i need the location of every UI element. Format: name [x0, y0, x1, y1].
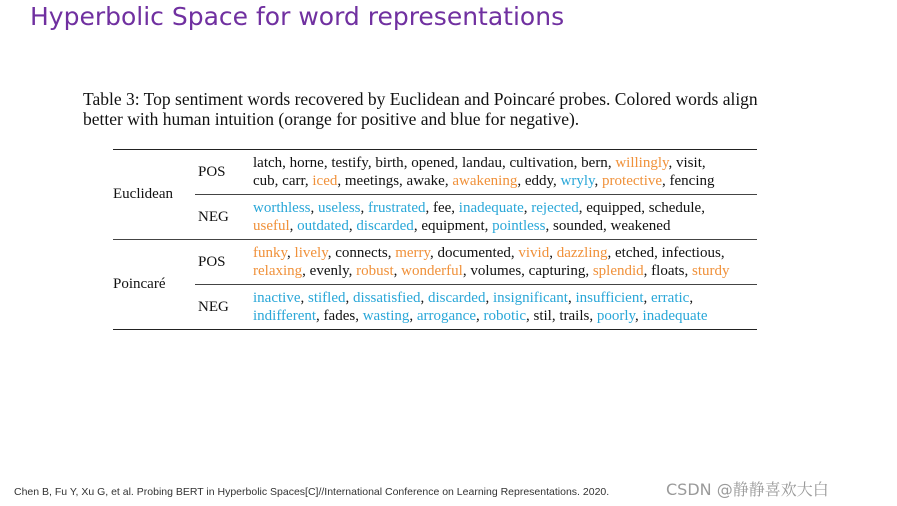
table-row	[195, 284, 757, 329]
sentiment-word: useful	[253, 218, 290, 234]
sentiment-word: vivid	[518, 245, 550, 261]
sentiment-word: funky	[253, 245, 288, 261]
sentiment-word: lively	[294, 245, 328, 261]
sentiment-word: fencing	[669, 173, 715, 189]
word-line: cub, carr, iced, meetings, awake, awakening, eddy, wryly, protective, fencing	[253, 173, 715, 189]
sentiment-word: eddy	[524, 173, 554, 189]
caption-line: Table 3: Top sentiment words recovered by Euclidean and Poincaré probes. Colored words align	[83, 89, 758, 109]
word-line: relaxing, evenly, robust, wonderful, volumes, capturing, splendid, floats, sturdy	[253, 263, 730, 279]
polarity-label: POS	[198, 253, 226, 270]
word-list	[253, 199, 758, 235]
word-list	[253, 154, 758, 190]
sentiment-word: cultivation	[509, 155, 574, 171]
sentiment-word: discarded	[427, 290, 486, 306]
sentiment-word: visit	[676, 155, 702, 171]
sentiment-word: insufficient	[575, 290, 644, 306]
sentiment-word: worthless	[253, 200, 311, 216]
sentiment-word: merry	[395, 245, 431, 261]
sentiment-word: opened	[411, 155, 455, 171]
word-line: inactive, stifled, dissatisfied, discarded, insignificant, insufficient, erratic,	[253, 290, 694, 306]
sentiment-word: stifled	[307, 290, 346, 306]
sentiment-word: inadequate	[458, 200, 524, 216]
sentiment-word: equipped	[586, 200, 642, 216]
table-group-poincare	[113, 239, 757, 329]
sentiment-word: cub	[253, 173, 275, 189]
sentiment-word: frustrated	[368, 200, 426, 216]
watermark: CSDN @静静喜欢大白	[666, 480, 829, 499]
sentiment-word: inadequate	[642, 308, 708, 324]
slide-title: Hyperbolic Space for word representations	[30, 2, 565, 31]
word-line: indifferent, fades, wasting, arrogance, robotic, stil, trails, poorly, inadequate	[253, 308, 708, 324]
sentiment-word: birth	[375, 155, 404, 171]
word-line: latch, horne, testify, birth, opened, landau, cultivation, bern, willingly, visit,	[253, 155, 706, 171]
caption-line: better with human intuition (orange for positive and blue for negative).	[83, 109, 580, 129]
word-line: useful, outdated, discarded, equipment, pointless, sounded, weakened	[253, 218, 671, 234]
sentiment-word: wasting	[362, 308, 410, 324]
sentiment-word: etched	[615, 245, 655, 261]
table-bottom-rule	[113, 329, 757, 330]
sentiment-word: meetings	[344, 173, 400, 189]
sentiment-word: schedule	[648, 200, 702, 216]
sentiment-word: inactive	[253, 290, 301, 306]
sentiment-word: sturdy	[692, 263, 730, 279]
sentiment-word: infectious	[661, 245, 721, 261]
sentiment-word: dissatisfied	[352, 290, 421, 306]
word-line: funky, lively, connects, merry, documented, vivid, dazzling, etched, infectious,	[253, 245, 725, 261]
sentiment-word: carr	[282, 173, 305, 189]
table-row	[113, 240, 757, 284]
sentiment-word: outdated	[297, 218, 349, 234]
sentiment-word: iced	[312, 173, 338, 189]
sentiment-word: splendid	[592, 263, 644, 279]
sentiment-word: rejected	[531, 200, 579, 216]
sentiment-word: wonderful	[401, 263, 463, 279]
sentiment-word: floats	[651, 263, 685, 279]
sentiment-word: awakening	[452, 173, 518, 189]
sentiment-word: awake	[406, 173, 445, 189]
citation: Chen B, Fu Y, Xu G, et al. Probing BERT in Hyperbolic Spaces[C]//International Conference on Learning Representations. 2020.	[14, 486, 610, 498]
sentiment-word: weakened	[610, 218, 671, 234]
table-row	[113, 150, 757, 194]
sentiment-word: relaxing	[253, 263, 303, 279]
sentiment-word: evenly	[309, 263, 349, 279]
sentiment-word: documented	[437, 245, 511, 261]
sentiment-word: latch	[253, 155, 283, 171]
method-label: Euclidean	[113, 185, 173, 202]
word-line: worthless, useless, frustrated, fee, inadequate, rejected, equipped, schedule,	[253, 200, 705, 216]
sentiment-word: protective	[602, 173, 663, 189]
sentiment-word: capturing	[528, 263, 586, 279]
sentiment-word: erratic	[651, 290, 690, 306]
sentiment-word: stil	[533, 308, 552, 324]
sentiment-word: robust	[356, 263, 394, 279]
word-list	[253, 244, 758, 280]
sentiment-word: useless	[318, 200, 361, 216]
table-group-euclidean	[113, 150, 757, 239]
word-list	[253, 289, 758, 325]
polarity-label: NEG	[198, 208, 229, 225]
sentiment-word: equipment	[421, 218, 485, 234]
method-label: Poincaré	[113, 275, 166, 292]
sentiment-word: landau	[462, 155, 502, 171]
sentiment-table	[113, 149, 757, 330]
table-row	[195, 194, 757, 239]
sentiment-word: willingly	[615, 155, 669, 171]
sentiment-word: volumes	[470, 263, 522, 279]
polarity-label: POS	[198, 163, 226, 180]
sentiment-word: fades	[323, 308, 356, 324]
sentiment-word: pointless	[492, 218, 546, 234]
sentiment-word: arrogance	[416, 308, 476, 324]
sentiment-word: poorly	[596, 308, 636, 324]
sentiment-word: testify	[331, 155, 368, 171]
sentiment-word: sounded	[552, 218, 603, 234]
polarity-label: NEG	[198, 298, 229, 315]
sentiment-word: robotic	[483, 308, 526, 324]
sentiment-word: dazzling	[556, 245, 608, 261]
sentiment-word: trails	[559, 308, 590, 324]
sentiment-word: bern	[581, 155, 608, 171]
sentiment-word: connects	[335, 245, 388, 261]
sentiment-word: wryly	[560, 173, 595, 189]
table-caption	[83, 89, 823, 129]
sentiment-word: fee	[432, 200, 452, 216]
sentiment-word: insignificant	[492, 290, 568, 306]
sentiment-word: horne	[289, 155, 324, 171]
sentiment-word: indifferent	[253, 308, 317, 324]
sentiment-word: discarded	[356, 218, 414, 234]
